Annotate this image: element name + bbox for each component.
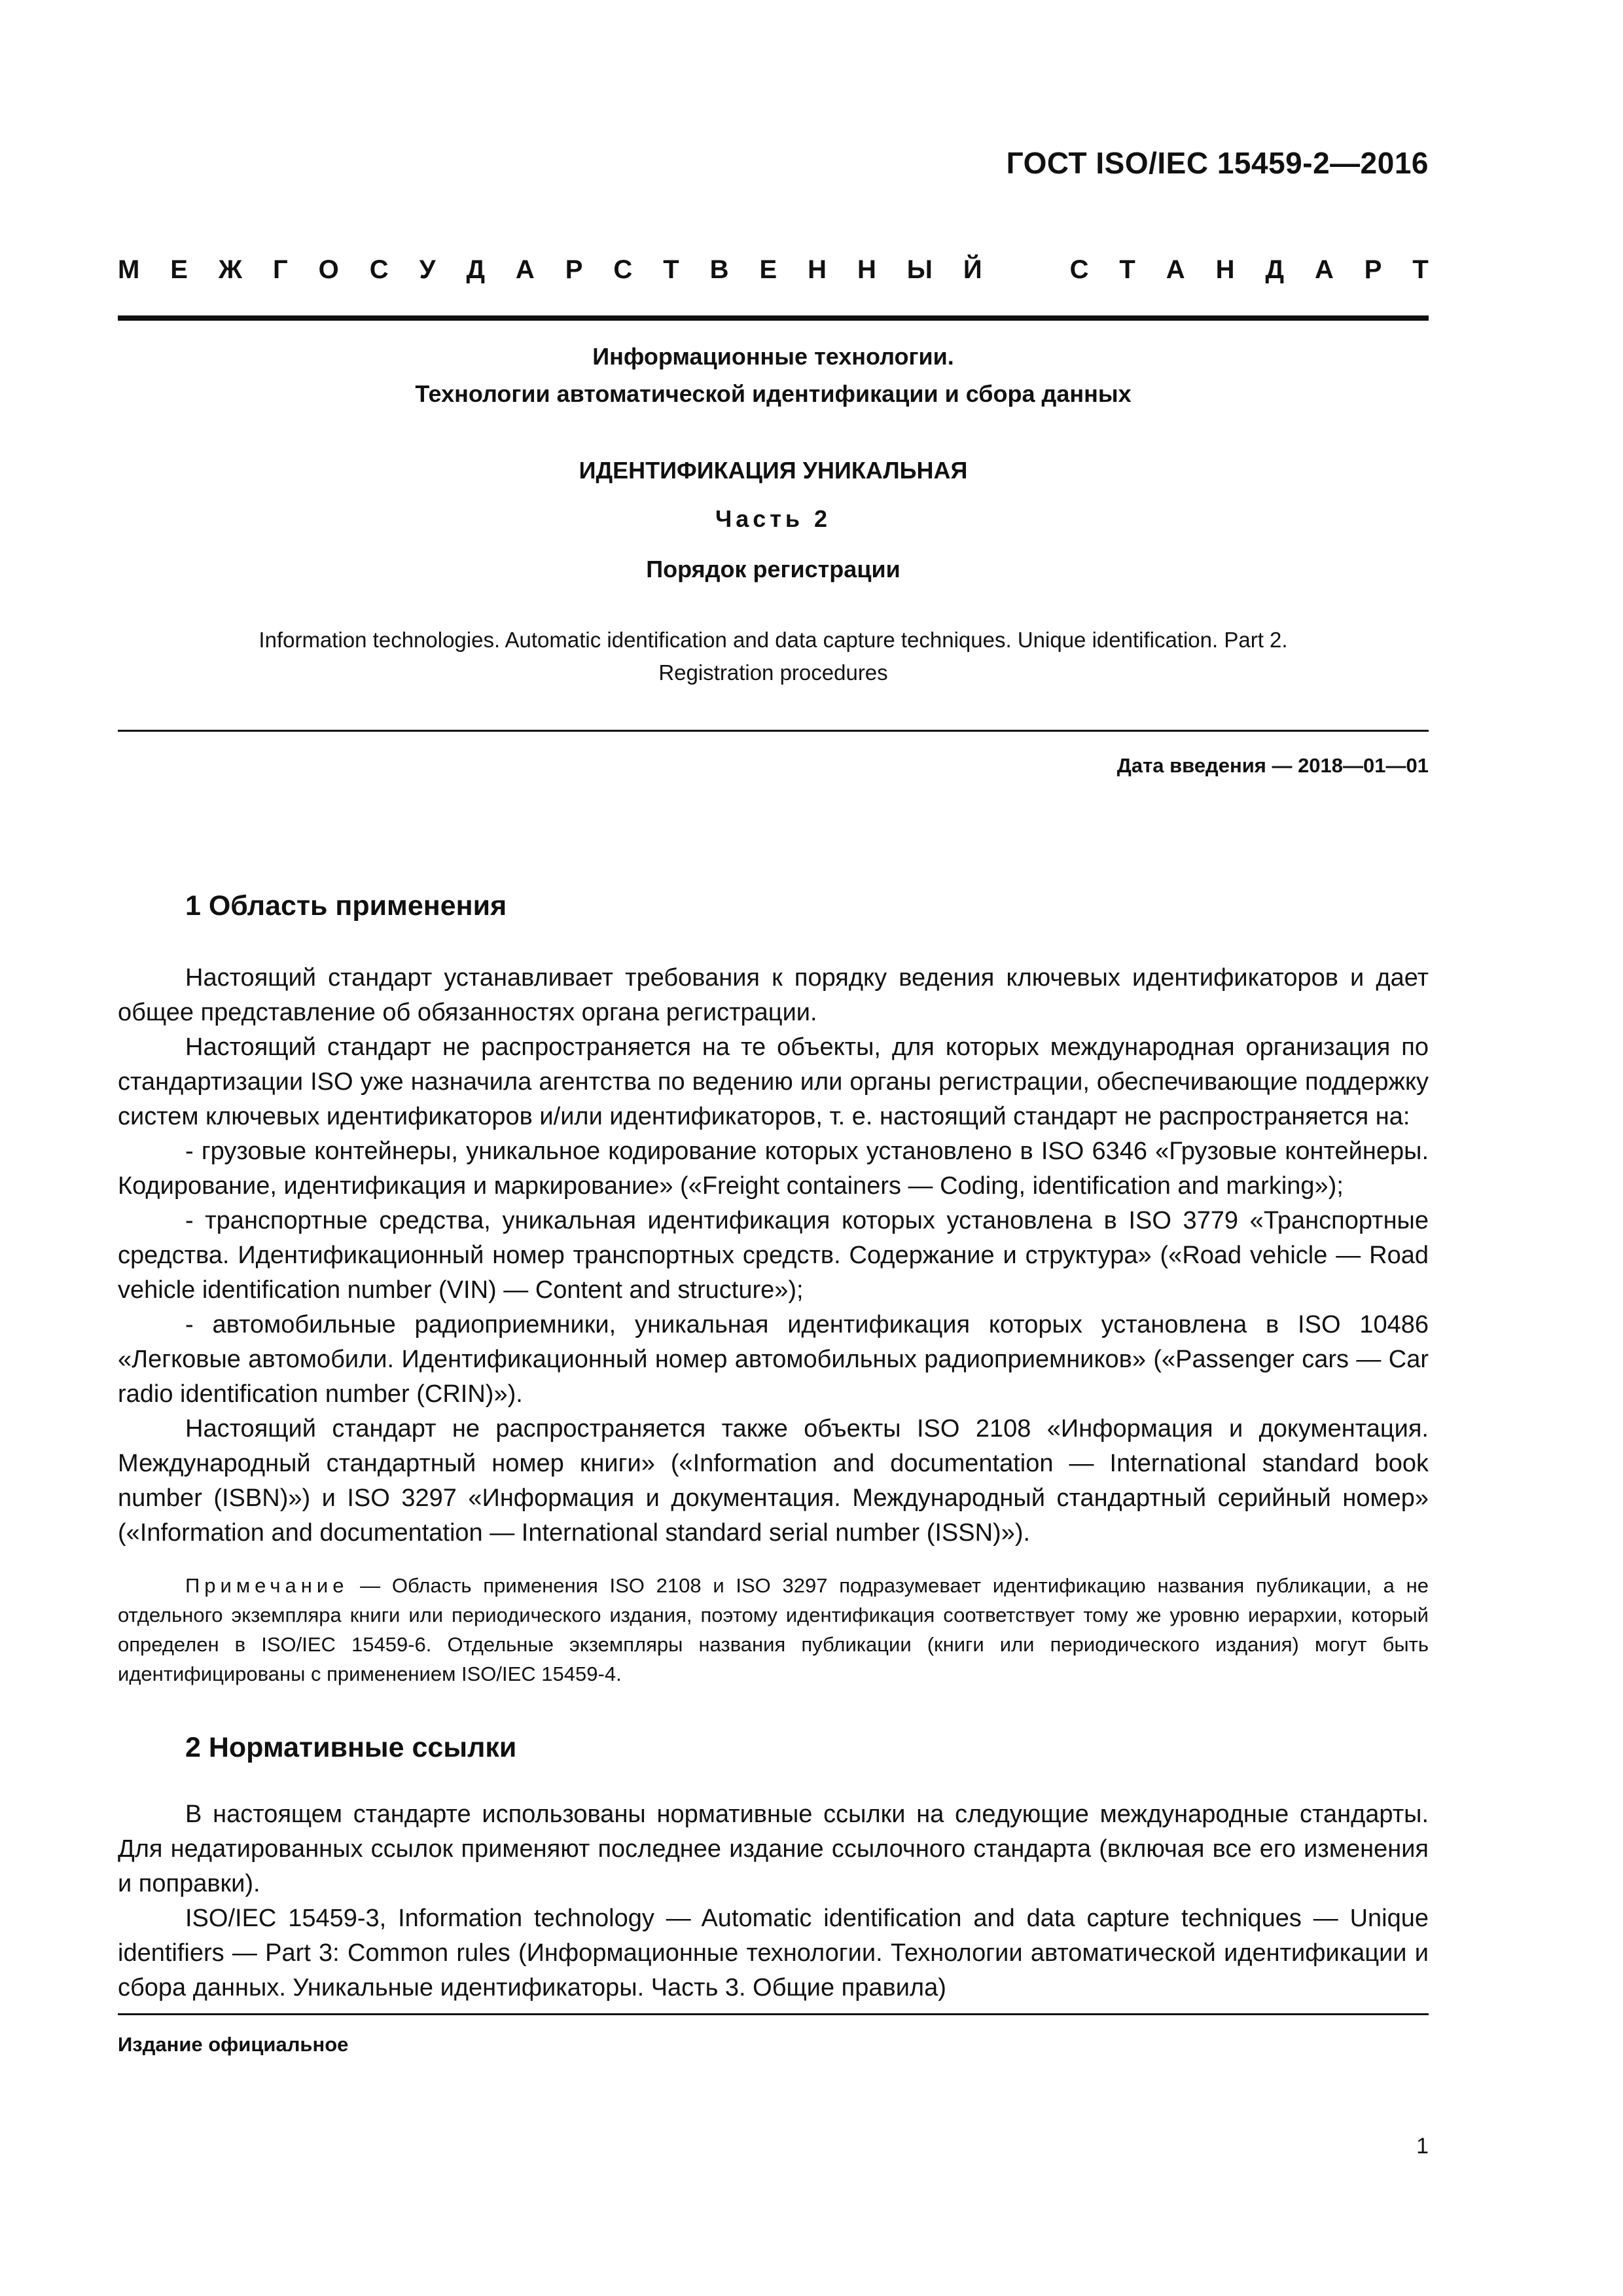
- list-item: - автомобильные радиоприемники, уникальная идентификация которых установлена в ISO 10486 «Легковые автомобили. Идентификационный номер автомобильных радиоприемников» («Passenger cars — Car radio identification number (CRIN)»).: [118, 1311, 1429, 1408]
- section-2-body: [118, 1797, 1429, 2005]
- standard-type-letter: Н: [857, 255, 876, 284]
- standard-type-letter: С: [613, 255, 633, 284]
- note-label: Примечание: [185, 1574, 349, 1597]
- title-divider: [118, 730, 1429, 732]
- official-edition-label: Издание официальное: [118, 2033, 349, 2056]
- paragraph: В настоящем стандарте использованы нормативные ссылки на следующие международные стандарты. Для недатированных ссылок применяют последнее издание ссылочного стандарта (включая все его изменения и поправки).: [118, 1801, 1429, 1897]
- footer-rule: [118, 2013, 1429, 2015]
- standard-type-letter: Д: [466, 255, 485, 284]
- paragraph: Настоящий стандарт не распространяется на те объекты, для которых международная организация по стандартизации ISO уже назначила агентства по ведению или органы регистрации, обеспечивающие поддержку систем ключевых идентификаторов и/или идентификаторов, т. е. настоящий стандарт не распространяется на:: [118, 1033, 1429, 1130]
- standard-type-letter: У: [419, 255, 436, 284]
- standard-type-letter: Й: [963, 255, 982, 284]
- note-text: — Область применения ISO 2108 и ISO 3297 подразумевает идентификацию названия публикации, а не отдельного экземпляра книги или периодического издания, поэтому идентификация соответствует тому же уровню иерархии, который определен в ISO/IEC 15459-6. Отдельные экземпляры названия публикации (книги или периодического издания) могут быть идентифицированы с применением ISO/IEC 15459-4.: [118, 1574, 1429, 1685]
- standard-type-letter: Н: [1215, 255, 1235, 284]
- paragraph: Настоящий стандарт устанавливает требования к порядку ведения ключевых идентификаторов и дает общее представление об обязанностях органа регистрации.: [118, 964, 1429, 1026]
- title-line-2: Технологии автоматической идентификации и сбора данных: [415, 380, 1132, 407]
- title-part: Часть 2: [715, 505, 832, 532]
- standard-type-letter: Р: [1364, 255, 1382, 284]
- section-1-heading: 1 Область применения: [185, 890, 507, 922]
- list-item: - транспортные средства, уникальная идентификация которых установлена в ISO 3779 «Транспортные средства. Идентификационный номер транспортных средств. Содержание и структура» («Road vehicle — Road vehicle identification number (VIN) — Content and structure»);: [118, 1207, 1429, 1304]
- standard-type-letter: Р: [565, 255, 583, 284]
- standard-type-letter: Т: [1412, 255, 1429, 284]
- document-code: ГОСТ ISO/IEC 15459-2—2016: [1006, 146, 1429, 180]
- introduction-date: Дата введения — 2018—01—01: [1116, 754, 1429, 777]
- title-main: ИДЕНТИФИКАЦИЯ УНИКАЛЬНАЯ: [579, 457, 968, 484]
- english-title-line-1: Information technologies. Automatic identification and data capture techniques. Unique identification. Part 2.: [259, 628, 1288, 652]
- word-gap: [1013, 255, 1039, 285]
- standard-type-letter: Г: [273, 255, 288, 284]
- standard-type-letter: М: [118, 255, 140, 284]
- title-block: [118, 338, 1429, 412]
- standard-type-letter: А: [515, 255, 535, 284]
- standard-type-letter: О: [318, 255, 339, 284]
- header-rule: [118, 315, 1429, 321]
- page-number: 1: [1416, 2134, 1429, 2159]
- english-title: [118, 624, 1429, 689]
- standard-type-letter: Т: [663, 255, 679, 284]
- note: [118, 1571, 1429, 1689]
- section-1-body: [118, 961, 1429, 1551]
- standard-type-letter: С: [1069, 255, 1089, 284]
- list-item: - грузовые контейнеры, уникальное кодирование которых установлено в ISO 6346 «Грузовые контейнеры. Кодирование, идентификация и маркирование» («Freight containers — Coding, identification and marking»);: [118, 1138, 1429, 1200]
- standard-type-letter: В: [709, 255, 729, 284]
- standard-type-letter: Д: [1265, 255, 1284, 284]
- title-subtitle: Порядок регистрации: [646, 556, 901, 583]
- section-2-heading: 2 Нормативные ссылки: [185, 1732, 517, 1763]
- english-title-line-2: Registration procedures: [658, 660, 888, 685]
- standard-type-letter: Т: [1119, 255, 1135, 284]
- standard-type-letter: Е: [759, 255, 777, 284]
- title-line-1: Информационные технологии.: [592, 343, 954, 370]
- reference-item: ISO/IEC 15459-3, Information technology — Automatic identification and data capture techniques — Unique identifiers — Part 3: Common rules (Информационные технологии. Технологии автоматической идентификации и сбора данных. Уникальные идентификаторы. Часть 3. Общие правила): [118, 1905, 1429, 2001]
- standard-type-letter: Е: [170, 255, 188, 284]
- paragraph: Настоящий стандарт не распространяется также объекты ISO 2108 «Информация и документация. Международный стандартный номер книги» («Information and documentation — International standard book number (ISBN)») и ISO 3297 «Информация и документация. Международный стандартный серийный номер» («Information and documentation — International standard serial number (ISSN)»).: [118, 1415, 1429, 1547]
- standard-type-letter: Ж: [218, 255, 243, 284]
- standard-type-letter: С: [369, 255, 389, 284]
- standard-type-letter: Ы: [906, 255, 933, 284]
- standard-type-letter: А: [1166, 255, 1185, 284]
- standard-type-heading: [118, 255, 1429, 285]
- standard-type-letter: А: [1314, 255, 1334, 284]
- standard-type-letter: Н: [808, 255, 827, 284]
